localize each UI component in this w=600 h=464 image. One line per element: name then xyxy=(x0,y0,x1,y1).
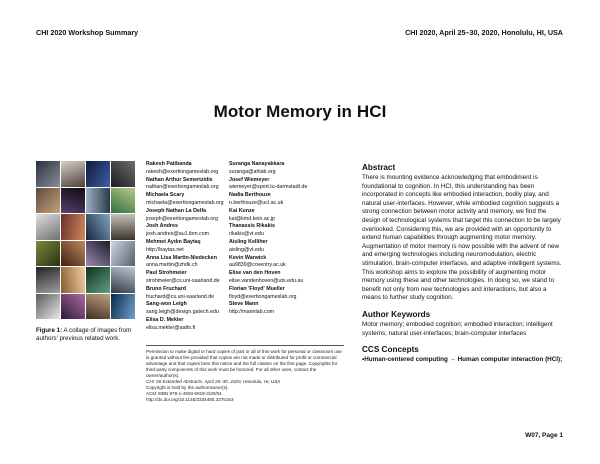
author-email[interactable]: anna.martin@zhdk.ch xyxy=(146,262,198,269)
author-name: Josef Wiemeyer xyxy=(229,176,270,183)
collage-photo xyxy=(36,294,60,320)
author-email[interactable]: aisling@vt.edu xyxy=(229,246,264,253)
running-header-left: CHI 2020 Workshop Summary xyxy=(36,28,139,37)
author-email[interactable]: josh.andres@au1.ibm.com xyxy=(146,231,210,238)
collage-photo xyxy=(86,188,110,214)
author-name: Aisling Kelliher xyxy=(229,238,268,245)
running-header-right: CHI 2020, April 25–30, 2020, Honolulu, HI, USA xyxy=(405,28,563,37)
author-name: Rakesh Patibanda xyxy=(146,161,192,167)
author-name: Nadia Berthouze xyxy=(229,192,271,199)
authors-column-1 xyxy=(146,161,234,333)
author-email[interactable]: n.berthouze@ucl.ac.uk xyxy=(229,199,284,206)
author-email[interactable]: floyd@exertiongameslab.org xyxy=(229,293,297,300)
author-name: Sang-won Leigh xyxy=(146,301,187,308)
abstract-heading: Abstract xyxy=(362,163,396,172)
author-name: Anna Lisa Martin-Niedecken xyxy=(146,254,217,261)
author-name: Joseph Nathan La Delfa xyxy=(146,207,207,214)
author-name: Paul Strohmeier xyxy=(146,270,187,277)
collage-photo xyxy=(111,294,135,320)
ccs-text xyxy=(362,356,566,365)
author-email[interactable]: michaela@exertiongameslab.org xyxy=(146,199,224,206)
collage-photo xyxy=(61,241,85,267)
author-email[interactable]: wiemeyer@sport.tu-darmstadt.de xyxy=(229,184,308,191)
author-name: Thanassis Rikakis xyxy=(229,223,275,230)
author-email[interactable]: fruchard@cs.uni-saarland.de xyxy=(146,293,215,300)
doi-line[interactable]: http://dx.doi.org/10.1145/3334480.3375163 xyxy=(146,397,234,402)
page-footer: W07, Page 1 xyxy=(525,432,563,439)
author-name: Bruno Fruchard xyxy=(146,285,187,292)
figure-collage xyxy=(36,161,135,319)
collage-photo xyxy=(111,161,135,187)
copyright-line: Copyright is held by the author/owner(s). xyxy=(146,385,229,390)
author-name: Josh Andres xyxy=(146,223,178,230)
permission-text: Permission to make digital or hard copies of part or all of this work for personal or classroom use is granted without fee provided that copies are not made or distributed for profit or commercial advantage and that copies bear this notice and the full citation on the first page. Copyrights for third-party components of this work must be honored. For all other uses, contact the owner/author(s). xyxy=(146,349,342,378)
right-column xyxy=(362,163,566,372)
collage-photo xyxy=(61,214,85,240)
collage-photo xyxy=(111,267,135,293)
paper-title: Motor Memory in HCI xyxy=(213,102,387,121)
permission-block xyxy=(146,345,344,403)
author-email[interactable]: sang.leigh@design.gatech.edu xyxy=(146,309,219,316)
collage-photo xyxy=(61,267,85,293)
collage-photo xyxy=(111,214,135,240)
author-email[interactable]: elise.vandenhoven@uts.edu.au xyxy=(229,277,304,284)
author-email[interactable]: joseph@exertiongameslab.org xyxy=(146,215,218,222)
caption-text: A collage of images from authors' previous related work. xyxy=(36,327,132,343)
isbn-line: ACM ISBN 978-1-4503-6819-3/20/04. xyxy=(146,391,223,396)
author-email[interactable]: http://baytas.net xyxy=(146,246,184,253)
collage-photo xyxy=(36,214,60,240)
collage-photo xyxy=(36,267,60,293)
author-email[interactable]: aa9839@coventry.ac.uk xyxy=(229,262,286,269)
author-email[interactable]: http://mannlab.com xyxy=(229,309,275,316)
collage-photo xyxy=(36,188,60,214)
collage-photo xyxy=(86,161,110,187)
author-name: Steve Mann xyxy=(229,301,259,308)
authors-column-2 xyxy=(229,161,329,317)
author-name: Nathan Arthur Semertzidis xyxy=(146,176,213,183)
keywords-heading: Author Keywords xyxy=(362,309,431,319)
collage-photo xyxy=(86,241,110,267)
author-name: Elisa D. Mekler xyxy=(146,316,184,323)
author-email[interactable]: kai@kmd.keio.ac.jp xyxy=(229,215,276,222)
author-email[interactable]: suranga@ahlab.org xyxy=(229,168,276,175)
ccs-concepts: •Human-centered computing → Human computer interaction (HCI); xyxy=(362,356,563,364)
collage-photo xyxy=(111,241,135,267)
collage-photo xyxy=(36,241,60,267)
collage-photo xyxy=(61,294,85,320)
author-name: Mehmet Aydın Baytaş xyxy=(146,238,201,245)
author-email[interactable]: rakesh@exertiongameslab.org xyxy=(146,168,219,175)
caption-label: Figure 1: xyxy=(36,327,63,334)
author-email[interactable]: nathan@exertiongameslab.org xyxy=(146,184,219,191)
author-name: Elise van den Hoven xyxy=(229,270,281,277)
author-email[interactable]: elisa.mekler@aalto.fi xyxy=(146,324,196,331)
author-name: Florian 'Floyd' Mueller xyxy=(229,285,285,292)
author-name: Michaela Scary xyxy=(146,192,185,199)
ccs-heading: CCS Concepts xyxy=(362,345,419,355)
collage-photo xyxy=(61,188,85,214)
collage-photo xyxy=(86,267,110,293)
collage-photo xyxy=(86,294,110,320)
collage-photo xyxy=(36,161,60,187)
keywords-text: Motor memory; embodied cognition; embodied interaction; intelligent systems; natural user-interfaces; brain-computer interfaces xyxy=(362,320,553,337)
venue-line: CHI '20 Extended Abstracts, April 25–30, 2020, Honolulu, HI, USA xyxy=(146,379,281,384)
author-email[interactable]: rikakis@vt.edu xyxy=(229,231,264,238)
collage-photo xyxy=(111,188,135,214)
collage-photo xyxy=(61,161,85,187)
author-name: Kai Kunze xyxy=(229,207,255,214)
abstract-text: There is mounting evidence acknowledging that embodiment is foundational to cognition. In HCI, this understanding has been incorporated in concepts like embodied interaction, bodily play, and natural user-interfaces. However, while embodied cognition suggests a strong connection between motor activity and memory, we find the design of technological systems that target this connection to be largely overlooked. Considering this, we are provided with an opportunity to extend human capabilities through augmenting motor memory. Augmentation of motor memory is now possible with the advent of new and emerging technologies including neuromodulation, electric stimulation, brain-computer interfaces, and adaptive intelligent systems. This workshop aims to explore the possibility of augmenting motor memory using these and other technologies. In doing so, we stand to benefit not only from new technologies and interactions, but also a means to further study cognition. xyxy=(362,174,562,302)
figure-caption xyxy=(36,327,136,344)
author-name: Kevin Warwick xyxy=(229,254,267,261)
author-email[interactable]: strohmeier@cs.uni-saarland.de xyxy=(146,277,220,284)
collage-photo xyxy=(86,214,110,240)
author-name: Suranga Nanayakkara xyxy=(229,161,285,167)
